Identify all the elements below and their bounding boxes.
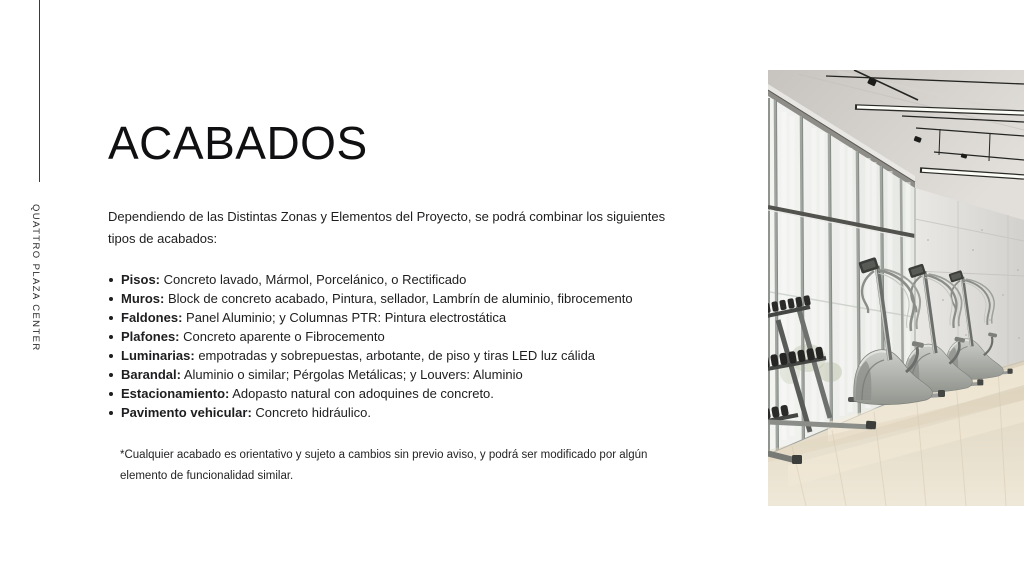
- bullet-dot: [109, 411, 113, 415]
- list-item: [108, 327, 708, 346]
- list-item-text: Concreto aparente o Fibrocemento: [183, 329, 385, 344]
- finishes-list: [108, 270, 708, 422]
- bullet-dot: [109, 335, 113, 339]
- footnote: *Cualquier acabado es orientativo y sujeto a cambios sin previo aviso, y podrá ser modificado por algún elemento de funcionalidad similar.: [120, 449, 648, 482]
- list-item-label: Pavimento vehicular:: [121, 405, 252, 420]
- gym-photo-illustration: [768, 70, 1024, 506]
- list-item-label: Luminarias:: [121, 348, 195, 363]
- bullet-dot: [109, 392, 113, 396]
- list-item-text: Concreto hidráulico.: [255, 405, 372, 420]
- list-item: [108, 384, 708, 403]
- bullet-dot: [109, 354, 113, 358]
- bullet-dot: [109, 297, 113, 301]
- brand-vertical-label: QUATTRO PLAZA CENTER: [30, 204, 41, 352]
- list-item: [108, 308, 708, 327]
- list-item-text: Adopasto natural con adoquines de concreto.: [232, 386, 494, 401]
- content-column: [108, 0, 708, 487]
- list-item-label: Pisos:: [121, 272, 161, 287]
- list-item: [108, 403, 708, 422]
- bullet-dot: [109, 278, 113, 282]
- list-item: [108, 365, 708, 384]
- page-title: ACABADOS: [108, 117, 368, 169]
- list-item-label: Barandal:: [121, 367, 181, 382]
- list-item-text: empotradas y sobrepuestas, arbotante, de piso y tiras LED luz cálida: [198, 348, 596, 363]
- list-item-text: Panel Aluminio; y Columnas PTR: Pintura electrostática: [186, 310, 507, 325]
- list-item-label: Faldones:: [121, 310, 183, 325]
- list-item-label: Muros:: [121, 291, 165, 306]
- list-item-text: Block de concreto acabado, Pintura, sellador, Lambrín de aluminio, fibrocemento: [167, 291, 633, 306]
- intro-paragraph: Dependiendo de las Distintas Zonas y Elementos del Proyecto, se podrá combinar los siguientes tipos de acabados:: [108, 209, 666, 246]
- list-item-label: Estacionamiento:: [121, 386, 230, 401]
- list-item: [108, 289, 708, 308]
- list-item: [108, 346, 708, 365]
- bullet-dot: [109, 373, 113, 377]
- list-item-text: Concreto lavado, Mármol, Porcelánico, o Rectificado: [163, 272, 467, 287]
- gym-photo: [768, 70, 1024, 506]
- sidebar-rule: [39, 0, 40, 182]
- list-item-text: Aluminio o similar; Pérgolas Metálicas; y Louvers: Aluminio: [183, 367, 523, 382]
- list-item-label: Plafones:: [121, 329, 180, 344]
- list-item: [108, 270, 708, 289]
- bullet-dot: [109, 316, 113, 320]
